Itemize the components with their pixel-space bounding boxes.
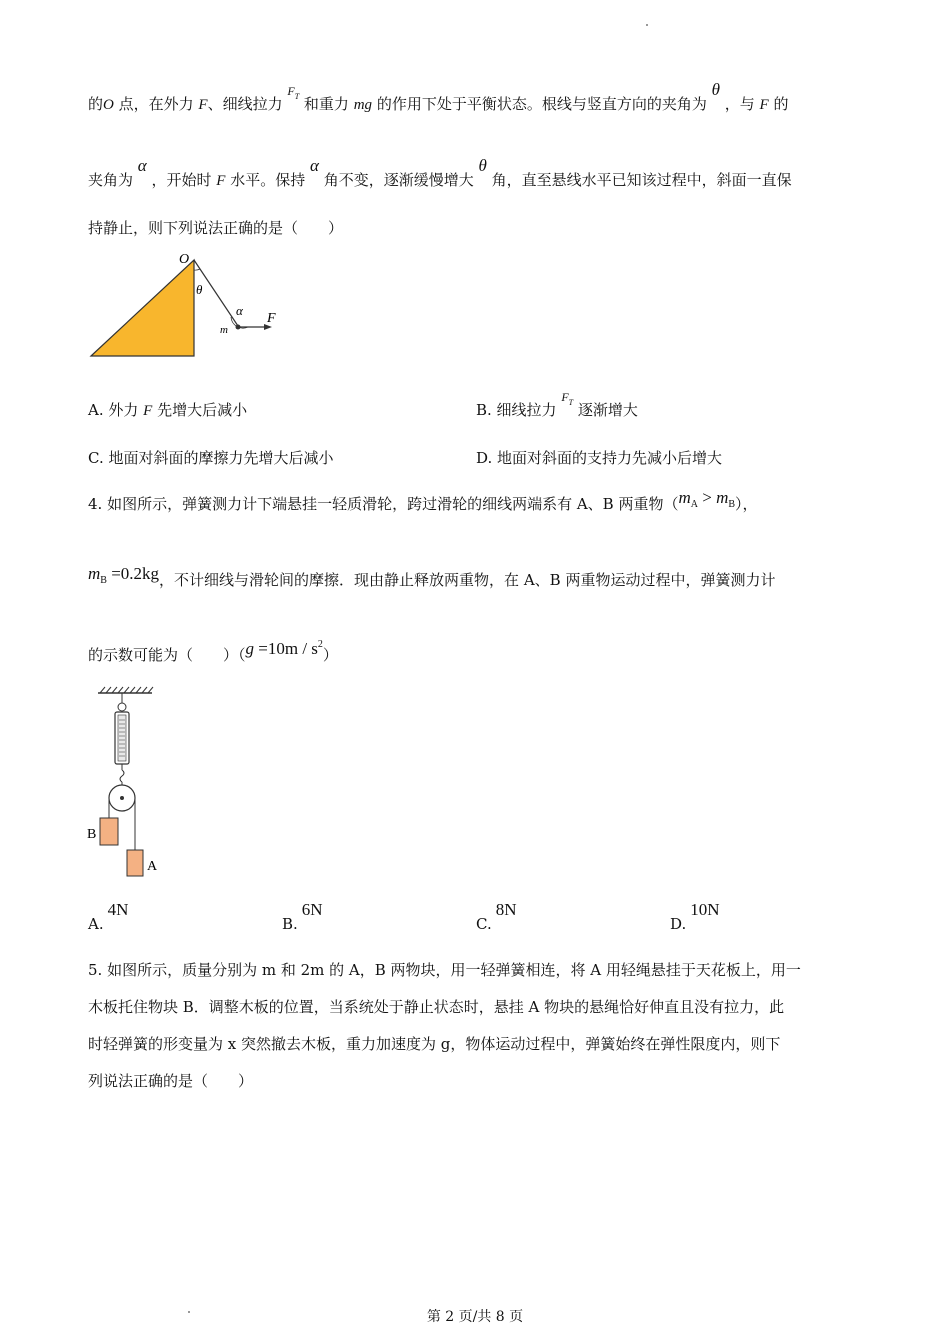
q5-line-1: 5. 如图所示，质量分别为 m 和 2m 的 A，B 两物块，用一轻弹簧相连，将 A 用轻绳悬挂于天花板上，用一: [88, 961, 801, 979]
ceiling-hatch: [100, 687, 153, 693]
q5-line-3: 时轻弹簧的形变量为 x 突然撤去木板，重力加速度为 g，物体运动过程中，弹簧始终在弹性限度内，则下: [88, 1035, 781, 1053]
scale-window: [118, 715, 126, 761]
q4-line-2: $m_B =0.2kg$，不计细线与滑轮间的摩擦．现由静止释放两重物，在 A、B 两重物运动过程中，弹簧测力计: [88, 564, 776, 589]
label-m: m: [220, 324, 228, 336]
corner-dot: [646, 24, 648, 26]
incline-wedge: [91, 260, 194, 356]
q5-line-2: 木板托住物块 B．调整木板的位置，当系统处于静止状态时，悬挂 A 物块的悬绳恰好伸直且没有拉力，此: [88, 998, 785, 1016]
q3-option-d: D. 地面对斜面的支持力先减小后增大: [476, 449, 723, 467]
q3-line-2: 夹角为 α ，开始时 F 水平。保持 α 角不变，逐渐缓慢增大 θ 角，直至悬线水平已知该过程中，斜面一直保: [88, 156, 792, 189]
q4-option-d: D.10N: [670, 900, 720, 933]
q4-option-a: A.4N: [88, 900, 129, 933]
q4-option-b: B.6N: [282, 900, 323, 933]
pulley-axle: [120, 796, 124, 800]
q3-option-a: A. 外力 F 先增大后减小: [88, 401, 248, 419]
q3-line-1: 的O 点，在外力 F、细线拉力 $^{FT}$ 和重力 mg 的作用下处于平衡状态。根线与竖直方向的夹角为 θ ，与 F 的: [88, 80, 789, 113]
label-f: F: [267, 311, 276, 326]
q3-line-3: 持静止，则下列说法正确的是（ ）: [88, 219, 344, 237]
q4-mass-inequality: $m_A > m_B$: [678, 488, 736, 510]
q4-option-c: C.8N: [476, 900, 517, 933]
label-b: B: [87, 827, 97, 842]
label-alpha: α: [236, 303, 243, 318]
q4-line-3: 的示数可能为（ ）$(g =10m / s^2)$: [88, 639, 338, 664]
label-a: A: [147, 859, 158, 874]
q4-mass-b: $m_B =0.2kg$: [88, 564, 160, 586]
top-ring: [118, 703, 126, 711]
label-theta: θ: [196, 282, 203, 297]
block-b: [100, 818, 118, 845]
pulley-figure: [84, 684, 164, 884]
label-o: O: [179, 252, 190, 267]
page-footer: 第 2 页/共 8 页: [426, 1309, 524, 1325]
q5-line-4: 列说法正确的是（ ）: [88, 1072, 254, 1090]
q3-option-c: C. 地面对斜面的摩擦力先增大后减小: [88, 449, 334, 467]
q4-gravity: $g =10m / s^2$: [245, 639, 323, 658]
q3-option-b: B. 细线拉力 $^{FT}$ 逐渐增大: [476, 390, 638, 419]
incline-figure: [86, 248, 286, 363]
block-a: [127, 850, 143, 876]
q4-line-1: 4. 如图所示，弹簧测力计下端悬挂一轻质滑轮，跨过滑轮的细线两端系有 A、B 两重物$(m_A > m_B)$，: [88, 488, 758, 513]
theta-arc: [194, 269, 200, 270]
scale-hook: [120, 770, 124, 782]
